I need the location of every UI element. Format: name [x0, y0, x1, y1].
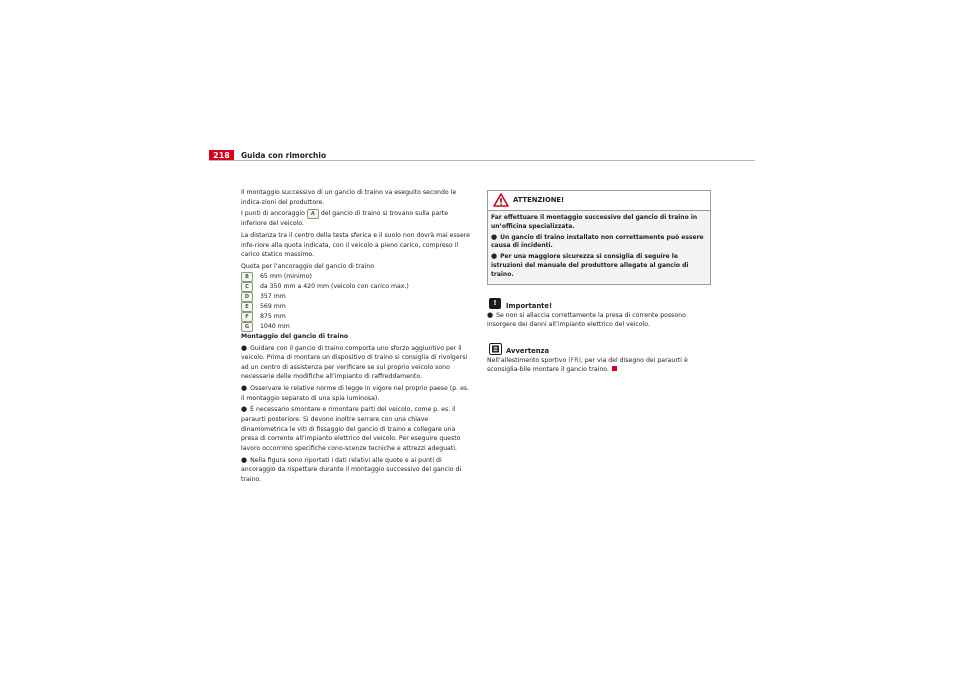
note-body — [487, 356, 711, 375]
spec-row — [241, 312, 471, 322]
distance-paragraph: La distanza tra il centro della testa sferica e il suolo non dovrà mai essere infe-riore alla quota indicata, con il veicolo a pieno carico, compreso il carico statico massimo. — [241, 232, 470, 259]
note-title: Avvertenza — [506, 346, 550, 355]
spec-row — [241, 322, 471, 332]
note-icon — [489, 343, 502, 355]
warning-bullet-text: Un gancio di traino installato non correttamente può essere causa di incidenti. — [491, 233, 704, 250]
spec-value: 569 mm — [260, 302, 286, 310]
callout-tag-g: G — [241, 322, 253, 332]
warning-intro: Far effettuare il montaggio successivo del gancio di traino in un’officina specializzata. — [491, 214, 698, 230]
callout-tag-a: A — [307, 209, 319, 219]
spec-row — [241, 272, 471, 282]
bullet-icon: ● — [241, 343, 248, 352]
important-title: Importante! — [506, 301, 553, 310]
note-text-before: Nell’allestimento sportivo — [487, 356, 567, 364]
spec-value: 65 mm (minimo) — [260, 272, 312, 280]
warning-body — [488, 211, 710, 284]
note-heading — [487, 343, 711, 356]
spec-value: da 350 mm a 420 mm (veicolo con carico max.) — [260, 282, 409, 290]
callout-tag-b: B — [241, 272, 253, 282]
spec-list — [241, 272, 471, 332]
bullet-icon: ● — [491, 252, 498, 261]
warning-bullet — [491, 233, 707, 251]
bullet-item — [241, 456, 471, 485]
bullet-text: È necessario smontare e rimontare parti del veicolo, come p. es. il paraurti posteriore. Si devono inoltre serrare con una chiave dinamometrica le viti di fissaggio del gancio di traino e collegare una presa di corrente all’impianto elettrico del veicolo. Per eseguire questo lavoro occorrono specifiche cono-scenze tecniche e attrezzi adeguati. — [241, 406, 461, 452]
important-body — [487, 311, 711, 330]
spec-row — [241, 302, 471, 312]
anchor-text-after: del gancio di traino si trovano sulla parte inferiore del veicolo. — [241, 210, 449, 228]
header-divider — [209, 160, 755, 161]
bullet-item — [241, 384, 471, 403]
anchor-text-before: I punti di ancoraggio — [241, 210, 305, 218]
important-bullet — [487, 311, 711, 330]
warning-header — [488, 191, 710, 211]
bullet-text: Osservare le relative norme di legge in vigore nel proprio paese (p. es. il montaggio separato di una spia luminosa). — [241, 385, 470, 402]
section-heading: Montaggio del gancio di traino — [241, 332, 349, 340]
spec-value: 357 mm — [260, 292, 286, 300]
warning-bullet — [491, 252, 707, 279]
bullet-icon: ● — [241, 405, 248, 414]
quota-label: Quota per l’ancoraggio del gancio di traino — [241, 263, 374, 271]
callout-tag-d: D — [241, 292, 253, 302]
callout-tag-e: E — [241, 302, 253, 312]
important-bullet-text: Se non si allaccia correttamente la presa di corrente possono insorgere dei danni all’impianto elettrico del veicolo. — [487, 311, 686, 329]
spec-value: 1040 mm — [260, 322, 290, 330]
page-header-title: Guida con rimorchio — [241, 151, 327, 160]
anchor-points-paragraph — [241, 209, 471, 229]
spec-row — [241, 282, 471, 292]
bullet-item — [241, 405, 471, 453]
warning-triangle-icon — [493, 193, 509, 207]
warning-title: ATTENZIONE! — [513, 196, 565, 204]
end-of-section-mark — [612, 366, 617, 371]
warning-bullet-text: Per una maggiore sicurezza si consiglia di seguire le istruzioni del manuale del produttore allegate al gancio di traino. — [491, 253, 689, 278]
callout-tag-f: F — [241, 312, 253, 322]
bullet-item — [241, 344, 471, 382]
spec-row — [241, 292, 471, 302]
note-paragraph — [487, 356, 711, 375]
bullet-text: Nella figura sono riportati i dati relativi alle quote e ai punti di ancoraggio da rispettare durante il montaggio successivo del gancio di traino. — [241, 456, 462, 483]
fr-tag: (FR) — [568, 356, 581, 364]
exclamation-icon: ! — [489, 298, 501, 309]
callout-tag-c: C — [241, 282, 253, 292]
bullet-icon: ● — [487, 310, 494, 319]
right-column — [487, 190, 711, 375]
left-column — [241, 188, 471, 487]
spec-value: 875 mm — [260, 312, 286, 320]
bullet-icon: ● — [241, 384, 248, 393]
warning-box — [487, 190, 711, 285]
bullet-icon: ● — [491, 232, 498, 241]
bullet-icon: ● — [241, 455, 248, 464]
important-heading — [487, 298, 711, 311]
intro-paragraph: Il montaggio successivo di un gancio di traino va eseguito secondo le indica-zioni del produttore. — [241, 189, 457, 206]
page-number: 218 — [209, 150, 234, 161]
bullet-text: Guidare con il gancio di traino comporta uno sforzo aggiuntivo per il veicolo. Prima di montare un dispositivo di traino si consiglia di rivolgersi ad un centro di assistenza per verificare se sul proprio veicolo sono necessarie delle modifiche all’impianto di raffreddamento. — [241, 344, 468, 381]
note-text-after: , per via del disegno dei paraurti è sconsiglia-bile montare il gancio traino. — [487, 356, 688, 374]
